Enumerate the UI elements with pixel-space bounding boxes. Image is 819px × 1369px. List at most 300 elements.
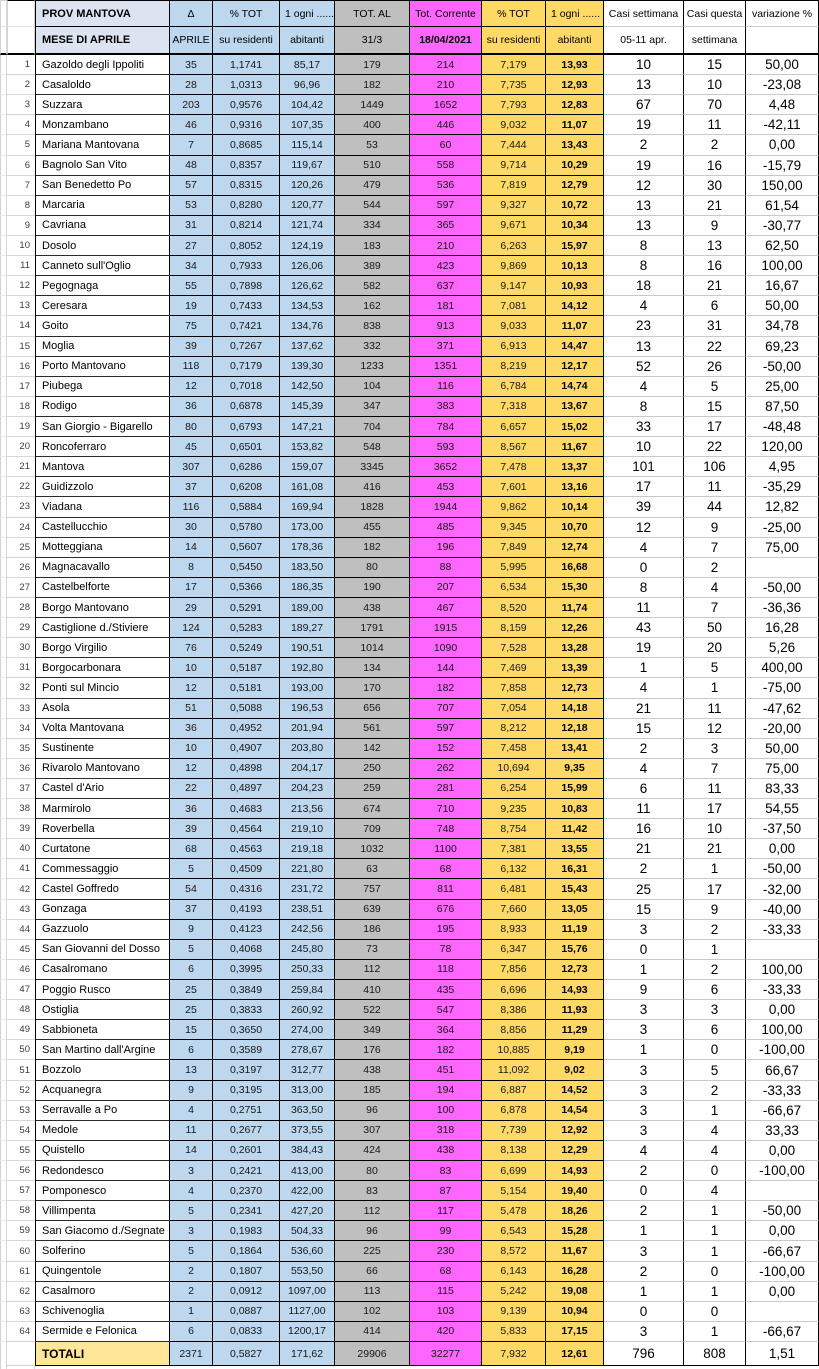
cell-total-current[interactable]: 214 xyxy=(410,55,482,75)
cell-total-march31[interactable]: 561 xyxy=(335,719,410,739)
cell-one-per-inhabitants-april[interactable]: 134,53 xyxy=(280,296,335,316)
cell-one-per-inhabitants-current[interactable]: 14,18 xyxy=(546,699,604,719)
cell-pct-tot-current[interactable]: 8,138 xyxy=(482,1141,546,1161)
header-variation-sub[interactable] xyxy=(746,27,819,55)
cell-one-per-inhabitants-current[interactable]: 11,29 xyxy=(546,1020,604,1040)
cell-one-per-inhabitants-april[interactable]: 427,20 xyxy=(280,1201,335,1221)
cell-total-march31[interactable]: 96 xyxy=(335,1221,410,1241)
cell-pct-tot-april[interactable]: 1,1741 xyxy=(213,55,280,75)
cell-one-per-inhabitants-current[interactable]: 12,17 xyxy=(546,357,604,377)
cell-municipality[interactable]: Ceresara xyxy=(35,296,170,316)
cell-delta-april[interactable]: 2 xyxy=(170,1282,213,1302)
cell-one-per-inhabitants-april[interactable]: 192,80 xyxy=(280,658,335,678)
cell-cases-this-week[interactable]: 7 xyxy=(684,598,746,618)
cell-total-march31[interactable]: 438 xyxy=(335,1060,410,1080)
cell-pct-tot-april[interactable]: 0,5366 xyxy=(213,578,280,598)
cell-pct-tot-current[interactable]: 9,032 xyxy=(482,115,546,135)
cell-municipality[interactable]: Borgocarbonara xyxy=(35,658,170,678)
cell-municipality[interactable]: Curtatone xyxy=(35,839,170,859)
cell-pct-tot-current[interactable]: 9,671 xyxy=(482,216,546,236)
cell-cases-this-week[interactable]: 1 xyxy=(684,1241,746,1261)
cell-pct-tot-current[interactable]: 6,913 xyxy=(482,337,546,357)
cell-pct-tot-april[interactable]: 0,1864 xyxy=(213,1241,280,1261)
cell-pct-tot-april[interactable]: 0,7898 xyxy=(213,276,280,296)
cell-pct-tot-current[interactable]: 9,147 xyxy=(482,276,546,296)
cell-cases-this-week[interactable]: 11 xyxy=(684,477,746,497)
cell-pct-tot-current[interactable]: 10,694 xyxy=(482,759,546,779)
cell-total-march31[interactable]: 1233 xyxy=(335,357,410,377)
cell-pct-tot-current[interactable]: 7,444 xyxy=(482,135,546,155)
row-number[interactable]: 24 xyxy=(7,518,35,538)
cell-pct-tot-current[interactable]: 7,601 xyxy=(482,477,546,497)
cell-total-march31[interactable]: 332 xyxy=(335,337,410,357)
cell-cases-this-week[interactable]: 7 xyxy=(684,538,746,558)
cell-variation-pct[interactable]: -66,67 xyxy=(746,1322,819,1342)
cell-variation-pct[interactable]: 83,33 xyxy=(746,779,819,799)
row-number[interactable]: 41 xyxy=(7,859,35,879)
cell-pct-tot-april[interactable]: 0,5450 xyxy=(213,558,280,578)
cell-one-per-inhabitants-current[interactable]: 10,70 xyxy=(546,518,604,538)
cell-pct-tot-current[interactable]: 6,481 xyxy=(482,879,546,899)
cell-one-per-inhabitants-april[interactable]: 213,56 xyxy=(280,799,335,819)
cell-municipality[interactable]: San Benedetto Po xyxy=(35,176,170,196)
cell-municipality[interactable]: Marmirolo xyxy=(35,799,170,819)
cell-one-per-inhabitants-april[interactable]: 313,00 xyxy=(280,1081,335,1101)
cell-delta-april[interactable]: 34 xyxy=(170,256,213,276)
cell-one-per-inhabitants-current[interactable]: 15,28 xyxy=(546,1221,604,1241)
cell-pct-tot-current[interactable]: 7,179 xyxy=(482,55,546,75)
cell-cases-prev-week[interactable]: 101 xyxy=(604,457,684,477)
cell-one-per-inhabitants-april[interactable]: 203,80 xyxy=(280,739,335,759)
cell-cases-this-week[interactable]: 11 xyxy=(684,779,746,799)
cell-one-per-inhabitants-april[interactable]: 104,42 xyxy=(280,95,335,115)
row-number[interactable]: 40 xyxy=(7,839,35,859)
cell-cases-prev-week[interactable]: 3 xyxy=(604,1081,684,1101)
cell-pct-tot-april[interactable]: 0,8280 xyxy=(213,196,280,216)
row-number[interactable]: 8 xyxy=(7,196,35,216)
cell-total-march31[interactable]: 63 xyxy=(335,859,410,879)
cell-one-per-inhabitants-april[interactable]: 142,50 xyxy=(280,377,335,397)
row-number[interactable]: 50 xyxy=(7,1040,35,1060)
cell-delta-april[interactable]: 17 xyxy=(170,578,213,598)
cell-variation-pct[interactable]: 100,00 xyxy=(746,960,819,980)
cell-variation-pct[interactable]: 4,95 xyxy=(746,457,819,477)
cell-total-march31[interactable]: 176 xyxy=(335,1040,410,1060)
cell-one-per-inhabitants-current[interactable]: 14,54 xyxy=(546,1101,604,1121)
cell-delta-april[interactable]: 22 xyxy=(170,779,213,799)
cell-one-per-inhabitants-april[interactable]: 126,62 xyxy=(280,276,335,296)
cell-one-per-inhabitants-current[interactable]: 13,37 xyxy=(546,457,604,477)
row-number[interactable]: 34 xyxy=(7,719,35,739)
cell-variation-pct[interactable]: 66,67 xyxy=(746,1060,819,1080)
cell-cases-this-week[interactable]: 9 xyxy=(684,216,746,236)
cell-pct-tot-april[interactable]: 0,5780 xyxy=(213,518,280,538)
cell-municipality[interactable]: Monzambano xyxy=(35,115,170,135)
cell-cases-this-week[interactable]: 3 xyxy=(684,1000,746,1020)
cell-total-current[interactable]: 230 xyxy=(410,1241,482,1261)
cell-one-per-inhabitants-april[interactable]: 221,80 xyxy=(280,859,335,879)
cell-delta-april[interactable]: 116 xyxy=(170,497,213,517)
row-number[interactable]: 64 xyxy=(7,1322,35,1342)
cell-pct-tot-current[interactable]: 8,219 xyxy=(482,357,546,377)
cell-pct-tot-current[interactable]: 9,862 xyxy=(482,497,546,517)
cell-delta-april[interactable]: 35 xyxy=(170,55,213,75)
cell-pct-tot-april[interactable]: 0,4907 xyxy=(213,739,280,759)
cell-one-per-inhabitants-current[interactable]: 10,83 xyxy=(546,799,604,819)
cell-pct-tot-current[interactable]: 8,520 xyxy=(482,598,546,618)
cell-one-per-inhabitants-april[interactable]: 189,27 xyxy=(280,618,335,638)
cell-cases-this-week[interactable]: 1 xyxy=(684,1282,746,1302)
cell-total-current[interactable]: 207 xyxy=(410,578,482,598)
cell-municipality[interactable]: Goito xyxy=(35,316,170,336)
cell-delta-april[interactable]: 2 xyxy=(170,1262,213,1282)
cell-total-march31[interactable]: 479 xyxy=(335,176,410,196)
cell-total-current[interactable]: 420 xyxy=(410,1322,482,1342)
cell-one-per-inhabitants-april[interactable]: 173,00 xyxy=(280,518,335,538)
cell-pct-tot-current[interactable]: 6,887 xyxy=(482,1081,546,1101)
cell-variation-pct[interactable]: -33,33 xyxy=(746,1081,819,1101)
cell-total-current[interactable]: 318 xyxy=(410,1121,482,1141)
cell-municipality[interactable]: Marcaria xyxy=(35,196,170,216)
row-number[interactable]: 1 xyxy=(7,55,35,75)
cell-one-per-inhabitants-april[interactable]: 107,35 xyxy=(280,115,335,135)
cell-one-per-inhabitants-current[interactable]: 10,93 xyxy=(546,276,604,296)
cell-one-per-inhabitants-current[interactable]: 10,34 xyxy=(546,216,604,236)
cell-pct-tot-current[interactable]: 5,995 xyxy=(482,558,546,578)
cell-pct-tot-current[interactable]: 7,739 xyxy=(482,1121,546,1141)
cell-one-per-inhabitants-april[interactable]: 274,00 xyxy=(280,1020,335,1040)
cell-pct-tot-april[interactable]: 0,3650 xyxy=(213,1020,280,1040)
cell-pct-tot-april[interactable]: 0,2341 xyxy=(213,1201,280,1221)
cell-municipality[interactable]: Castel d'Ario xyxy=(35,779,170,799)
cell-delta-april[interactable]: 11 xyxy=(170,1121,213,1141)
totals-variation[interactable]: 1,51 xyxy=(746,1342,819,1366)
row-number[interactable]: 5 xyxy=(7,135,35,155)
cell-pct-tot-current[interactable]: 7,081 xyxy=(482,296,546,316)
cell-one-per-inhabitants-april[interactable]: 145,39 xyxy=(280,397,335,417)
cell-total-march31[interactable]: 389 xyxy=(335,256,410,276)
cell-total-march31[interactable]: 142 xyxy=(335,739,410,759)
cell-municipality[interactable]: Guidizzolo xyxy=(35,477,170,497)
row-number[interactable]: 35 xyxy=(7,739,35,759)
cell-delta-april[interactable]: 75 xyxy=(170,316,213,336)
cell-delta-april[interactable]: 6 xyxy=(170,1322,213,1342)
cell-pct-tot-april[interactable]: 0,2370 xyxy=(213,1181,280,1201)
cell-pct-tot-april[interactable]: 0,7433 xyxy=(213,296,280,316)
cell-cases-prev-week[interactable]: 15 xyxy=(604,900,684,920)
cell-total-march31[interactable]: 73 xyxy=(335,940,410,960)
row-number[interactable]: 31 xyxy=(7,658,35,678)
cell-cases-this-week[interactable]: 50 xyxy=(684,618,746,638)
cell-pct-tot-current[interactable]: 7,819 xyxy=(482,176,546,196)
cell-variation-pct[interactable]: 12,82 xyxy=(746,497,819,517)
cell-municipality[interactable]: Magnacavallo xyxy=(35,558,170,578)
cell-delta-april[interactable]: 3 xyxy=(170,1161,213,1181)
cell-cases-prev-week[interactable]: 6 xyxy=(604,779,684,799)
cell-pct-tot-april[interactable]: 0,6286 xyxy=(213,457,280,477)
cell-delta-april[interactable]: 203 xyxy=(170,95,213,115)
cell-municipality[interactable]: San Martino dall'Argine xyxy=(35,1040,170,1060)
cell-pct-tot-current[interactable]: 9,235 xyxy=(482,799,546,819)
cell-one-per-inhabitants-current[interactable]: 17,15 xyxy=(546,1322,604,1342)
cell-cases-prev-week[interactable]: 13 xyxy=(604,75,684,95)
cell-pct-tot-april[interactable]: 0,8214 xyxy=(213,216,280,236)
cell-total-current[interactable]: 99 xyxy=(410,1221,482,1241)
row-number[interactable]: 47 xyxy=(7,980,35,1000)
cell-pct-tot-april[interactable]: 0,3197 xyxy=(213,1060,280,1080)
cell-pct-tot-current[interactable]: 10,885 xyxy=(482,1040,546,1060)
cell-pct-tot-april[interactable]: 0,5607 xyxy=(213,538,280,558)
cell-total-current[interactable]: 637 xyxy=(410,276,482,296)
header-pct-tot-april[interactable]: % TOT xyxy=(213,0,280,27)
row-number[interactable]: 17 xyxy=(7,377,35,397)
cell-variation-pct[interactable] xyxy=(746,1302,819,1322)
cell-delta-april[interactable]: 39 xyxy=(170,337,213,357)
cell-municipality[interactable]: Commessaggio xyxy=(35,859,170,879)
cell-variation-pct[interactable]: 16,67 xyxy=(746,276,819,296)
cell-total-current[interactable]: 438 xyxy=(410,1141,482,1161)
cell-pct-tot-current[interactable]: 11,092 xyxy=(482,1060,546,1080)
cell-pct-tot-april[interactable]: 0,5088 xyxy=(213,699,280,719)
cell-pct-tot-april[interactable]: 0,5249 xyxy=(213,638,280,658)
cell-variation-pct[interactable]: -75,00 xyxy=(746,678,819,698)
cell-cases-prev-week[interactable]: 0 xyxy=(604,1181,684,1201)
cell-total-current[interactable]: 152 xyxy=(410,739,482,759)
cell-delta-april[interactable]: 54 xyxy=(170,879,213,899)
cell-variation-pct[interactable]: 75,00 xyxy=(746,538,819,558)
cell-cases-this-week[interactable]: 10 xyxy=(684,819,746,839)
cell-pct-tot-current[interactable]: 5,833 xyxy=(482,1322,546,1342)
cell-variation-pct[interactable]: -66,67 xyxy=(746,1101,819,1121)
row-number[interactable]: 54 xyxy=(7,1121,35,1141)
cell-cases-prev-week[interactable]: 1 xyxy=(604,1040,684,1060)
cell-variation-pct[interactable]: 120,00 xyxy=(746,437,819,457)
cell-cases-this-week[interactable]: 17 xyxy=(684,417,746,437)
cell-delta-april[interactable]: 25 xyxy=(170,1000,213,1020)
cell-one-per-inhabitants-current[interactable]: 13,41 xyxy=(546,739,604,759)
cell-total-current[interactable]: 710 xyxy=(410,799,482,819)
row-number[interactable]: 12 xyxy=(7,276,35,296)
header-cases-this-week[interactable]: Casi questa xyxy=(684,0,746,27)
cell-pct-tot-april[interactable]: 0,8685 xyxy=(213,135,280,155)
cell-variation-pct[interactable]: -33,33 xyxy=(746,920,819,940)
cell-total-current[interactable]: 182 xyxy=(410,678,482,698)
cell-pct-tot-current[interactable]: 8,856 xyxy=(482,1020,546,1040)
cell-municipality[interactable]: Ponti sul Mincio xyxy=(35,678,170,698)
cell-cases-this-week[interactable]: 16 xyxy=(684,256,746,276)
cell-municipality[interactable]: Suzzara xyxy=(35,95,170,115)
cell-cases-this-week[interactable]: 2 xyxy=(684,920,746,940)
cell-cases-prev-week[interactable]: 2 xyxy=(604,1161,684,1181)
cell-delta-april[interactable]: 36 xyxy=(170,719,213,739)
row-number[interactable]: 20 xyxy=(7,437,35,457)
cell-pct-tot-current[interactable]: 6,878 xyxy=(482,1101,546,1121)
row-number[interactable]: 61 xyxy=(7,1262,35,1282)
cell-delta-april[interactable]: 76 xyxy=(170,638,213,658)
cell-cases-this-week[interactable]: 4 xyxy=(684,1141,746,1161)
cell-one-per-inhabitants-april[interactable]: 504,33 xyxy=(280,1221,335,1241)
cell-total-current[interactable]: 87 xyxy=(410,1181,482,1201)
row-number[interactable]: 38 xyxy=(7,799,35,819)
cell-cases-this-week[interactable]: 31 xyxy=(684,316,746,336)
cell-cases-this-week[interactable]: 26 xyxy=(684,357,746,377)
cell-delta-april[interactable]: 5 xyxy=(170,940,213,960)
cell-pct-tot-current[interactable]: 9,139 xyxy=(482,1302,546,1322)
cell-one-per-inhabitants-current[interactable]: 12,74 xyxy=(546,538,604,558)
cell-variation-pct[interactable]: -35,29 xyxy=(746,477,819,497)
cell-total-current[interactable]: 597 xyxy=(410,196,482,216)
cell-variation-pct[interactable]: 50,00 xyxy=(746,739,819,759)
cell-one-per-inhabitants-april[interactable]: 245,80 xyxy=(280,940,335,960)
cell-one-per-inhabitants-april[interactable]: 193,00 xyxy=(280,678,335,698)
cell-total-march31[interactable]: 259 xyxy=(335,779,410,799)
cell-cases-prev-week[interactable]: 21 xyxy=(604,839,684,859)
cell-delta-april[interactable]: 27 xyxy=(170,236,213,256)
cell-cases-prev-week[interactable]: 0 xyxy=(604,1302,684,1322)
cell-variation-pct[interactable]: 0,00 xyxy=(746,1282,819,1302)
header-current-date[interactable]: 18/04/2021 xyxy=(410,27,482,55)
cell-variation-pct[interactable]: 75,00 xyxy=(746,759,819,779)
cell-municipality[interactable]: Poggio Rusco xyxy=(35,980,170,1000)
cell-one-per-inhabitants-current[interactable]: 11,67 xyxy=(546,1241,604,1261)
cell-cases-prev-week[interactable]: 4 xyxy=(604,377,684,397)
cell-cases-this-week[interactable]: 21 xyxy=(684,276,746,296)
cell-municipality[interactable]: Gazzuolo xyxy=(35,920,170,940)
cell-delta-april[interactable]: 124 xyxy=(170,618,213,638)
totals-label[interactable]: TOTALI xyxy=(35,1342,170,1366)
cell-total-current[interactable]: 281 xyxy=(410,779,482,799)
cell-one-per-inhabitants-current[interactable]: 12,18 xyxy=(546,719,604,739)
cell-variation-pct[interactable]: -66,67 xyxy=(746,1241,819,1261)
cell-cases-prev-week[interactable]: 4 xyxy=(604,1141,684,1161)
cell-pct-tot-april[interactable]: 0,3589 xyxy=(213,1040,280,1060)
cell-municipality[interactable]: Rodigo xyxy=(35,397,170,417)
cell-total-current[interactable]: 68 xyxy=(410,1262,482,1282)
cell-total-march31[interactable]: 424 xyxy=(335,1141,410,1161)
cell-pct-tot-current[interactable]: 8,754 xyxy=(482,819,546,839)
cell-variation-pct[interactable]: 5,26 xyxy=(746,638,819,658)
row-number[interactable]: 58 xyxy=(7,1201,35,1221)
cell-pct-tot-april[interactable]: 0,1983 xyxy=(213,1221,280,1241)
cell-delta-april[interactable]: 14 xyxy=(170,538,213,558)
cell-total-current[interactable]: 558 xyxy=(410,156,482,176)
cell-municipality[interactable]: Dosolo xyxy=(35,236,170,256)
row-number[interactable]: 18 xyxy=(7,397,35,417)
row-number[interactable]: 30 xyxy=(7,638,35,658)
cell-total-march31[interactable]: 416 xyxy=(335,477,410,497)
cell-total-march31[interactable]: 1791 xyxy=(335,618,410,638)
cell-one-per-inhabitants-april[interactable]: 1097,00 xyxy=(280,1282,335,1302)
cell-municipality[interactable]: Medole xyxy=(35,1121,170,1141)
cell-variation-pct[interactable]: 150,00 xyxy=(746,176,819,196)
cell-total-march31[interactable]: 186 xyxy=(335,920,410,940)
cell-total-march31[interactable]: 1828 xyxy=(335,497,410,517)
cell-municipality[interactable]: Castelbelforte xyxy=(35,578,170,598)
header-delta[interactable]: Δ xyxy=(170,0,213,27)
cell-pct-tot-april[interactable]: 0,6793 xyxy=(213,417,280,437)
cell-cases-this-week[interactable]: 4 xyxy=(684,578,746,598)
cell-total-march31[interactable]: 349 xyxy=(335,1020,410,1040)
cell-delta-april[interactable]: 307 xyxy=(170,457,213,477)
cell-pct-tot-april[interactable]: 0,6208 xyxy=(213,477,280,497)
cell-one-per-inhabitants-april[interactable]: 201,94 xyxy=(280,719,335,739)
cell-delta-april[interactable]: 68 xyxy=(170,839,213,859)
row-number[interactable]: 53 xyxy=(7,1101,35,1121)
cell-one-per-inhabitants-april[interactable]: 178,36 xyxy=(280,538,335,558)
cell-municipality[interactable]: Castel Goffredo xyxy=(35,879,170,899)
cell-total-current[interactable]: 547 xyxy=(410,1000,482,1020)
cell-variation-pct[interactable]: 100,00 xyxy=(746,1020,819,1040)
cell-one-per-inhabitants-april[interactable]: 121,74 xyxy=(280,216,335,236)
cell-variation-pct[interactable]: -40,00 xyxy=(746,900,819,920)
cell-one-per-inhabitants-april[interactable]: 242,56 xyxy=(280,920,335,940)
cell-total-current[interactable]: 748 xyxy=(410,819,482,839)
cell-cases-prev-week[interactable]: 1 xyxy=(604,658,684,678)
header-total-march31-sub[interactable]: 31/3 xyxy=(335,27,410,55)
cell-delta-april[interactable]: 3 xyxy=(170,1221,213,1241)
cell-pct-tot-current[interactable]: 6,696 xyxy=(482,980,546,1000)
row-number[interactable]: 55 xyxy=(7,1141,35,1161)
cell-one-per-inhabitants-current[interactable]: 13,93 xyxy=(546,55,604,75)
cell-one-per-inhabitants-current[interactable]: 14,93 xyxy=(546,1161,604,1181)
cell-pct-tot-april[interactable]: 1,0313 xyxy=(213,75,280,95)
cell-delta-april[interactable]: 48 xyxy=(170,156,213,176)
cell-one-per-inhabitants-april[interactable]: 204,23 xyxy=(280,779,335,799)
cell-cases-prev-week[interactable]: 2 xyxy=(604,859,684,879)
totals-current[interactable]: 32277 xyxy=(410,1342,482,1366)
header-total-march31[interactable]: TOT. AL xyxy=(335,0,410,27)
cell-municipality[interactable]: Acquanegra xyxy=(35,1081,170,1101)
cell-cases-this-week[interactable]: 7 xyxy=(684,759,746,779)
cell-one-per-inhabitants-current[interactable]: 18,26 xyxy=(546,1201,604,1221)
cell-cases-prev-week[interactable]: 8 xyxy=(604,578,684,598)
cell-total-current[interactable]: 194 xyxy=(410,1081,482,1101)
cell-cases-prev-week[interactable]: 19 xyxy=(604,638,684,658)
cell-one-per-inhabitants-current[interactable]: 10,13 xyxy=(546,256,604,276)
cell-cases-this-week[interactable]: 5 xyxy=(684,658,746,678)
cell-total-march31[interactable]: 134 xyxy=(335,658,410,678)
cell-one-per-inhabitants-current[interactable]: 15,76 xyxy=(546,940,604,960)
cell-one-per-inhabitants-april[interactable]: 1200,17 xyxy=(280,1322,335,1342)
cell-total-march31[interactable]: 170 xyxy=(335,678,410,698)
cell-cases-prev-week[interactable]: 10 xyxy=(604,55,684,75)
cell-one-per-inhabitants-april[interactable]: 120,77 xyxy=(280,196,335,216)
cell-total-march31[interactable]: 179 xyxy=(335,55,410,75)
cell-municipality[interactable]: Castiglione d./Stiviere xyxy=(35,618,170,638)
row-number[interactable]: 16 xyxy=(7,357,35,377)
cell-cases-this-week[interactable]: 0 xyxy=(684,1040,746,1060)
cell-delta-april[interactable]: 39 xyxy=(170,819,213,839)
cell-one-per-inhabitants-current[interactable]: 13,55 xyxy=(546,839,604,859)
cell-delta-april[interactable]: 36 xyxy=(170,397,213,417)
cell-cases-this-week[interactable]: 9 xyxy=(684,900,746,920)
cell-total-current[interactable]: 446 xyxy=(410,115,482,135)
cell-total-current[interactable]: 100 xyxy=(410,1101,482,1121)
cell-municipality[interactable]: Borgo Virgilio xyxy=(35,638,170,658)
cell-one-per-inhabitants-current[interactable]: 19,40 xyxy=(546,1181,604,1201)
row-number[interactable]: 2 xyxy=(7,75,35,95)
header-pct-tot-current-sub[interactable]: su residenti xyxy=(482,27,546,55)
cell-total-current[interactable]: 913 xyxy=(410,316,482,336)
cell-total-current[interactable]: 1652 xyxy=(410,95,482,115)
cell-variation-pct[interactable]: 4,48 xyxy=(746,95,819,115)
cell-cases-this-week[interactable]: 17 xyxy=(684,799,746,819)
cell-pct-tot-april[interactable]: 0,4068 xyxy=(213,940,280,960)
cell-variation-pct[interactable]: 61,54 xyxy=(746,196,819,216)
cell-delta-april[interactable]: 13 xyxy=(170,1060,213,1080)
cell-total-march31[interactable]: 757 xyxy=(335,879,410,899)
row-number[interactable]: 36 xyxy=(7,759,35,779)
